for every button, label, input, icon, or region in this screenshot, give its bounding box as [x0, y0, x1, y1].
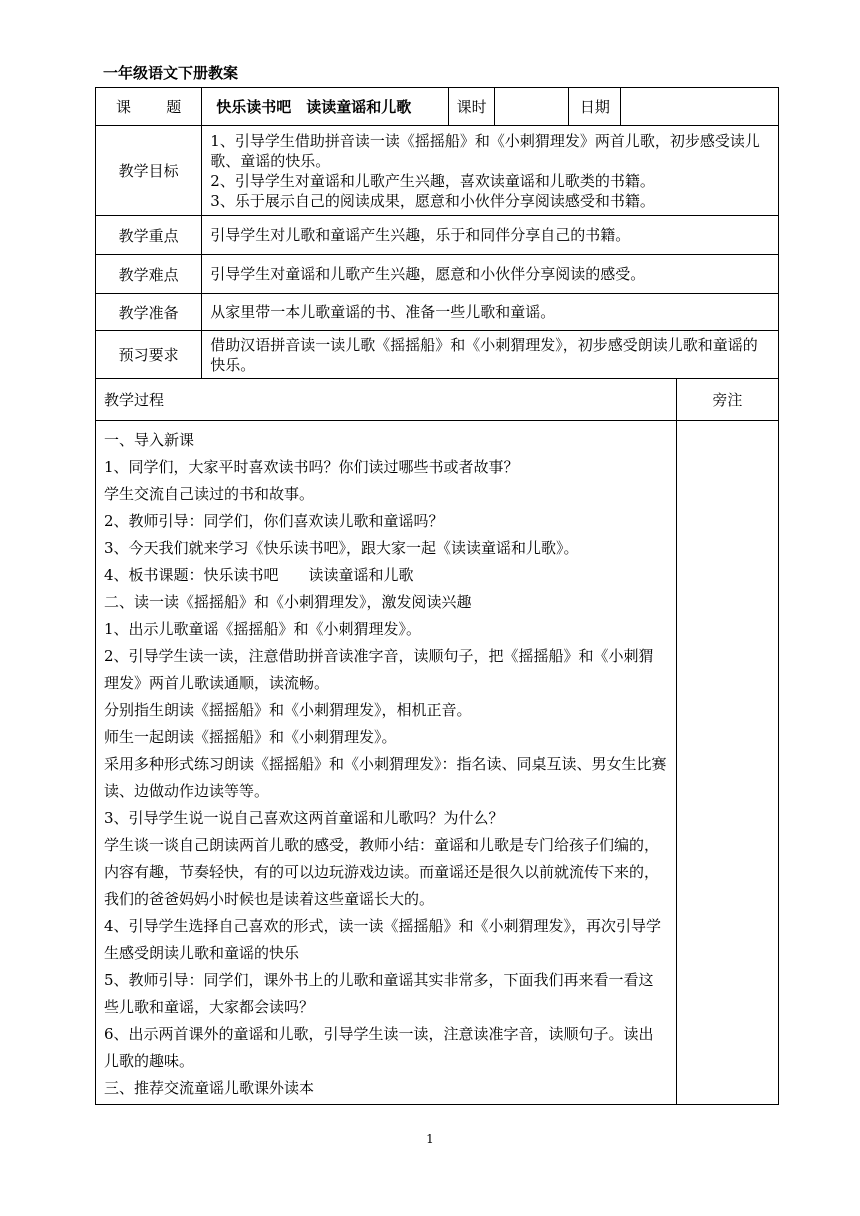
header-row: [96, 88, 779, 126]
objective-line: 3、乐于展示自己的阅读成果，愿意和小伙伴分享阅读感受和书籍。: [210, 191, 655, 210]
process-line: 学生谈一谈自己朗读两首儿歌的感受，教师小结：童谣和儿歌是专门给孩子们编的，内容有趣，节奏轻快，有的可以边玩游戏边读。而童谣还是很久以前就流传下来的，我们的爸爸妈妈小时候也是读着这些童谣长大的。: [104, 836, 660, 908]
process-line: 4、引导学生选择自己喜欢的形式，读一读《摇摇船》和《小刺猬理发》，再次引导学生感受朗读儿歌和童谣的快乐: [104, 917, 662, 962]
row-difficulties: [96, 255, 779, 294]
process-content: [96, 421, 677, 1105]
process-label: 教学过程: [96, 379, 677, 421]
objective-line: 2、引导学生对童谣和儿歌产生兴趣，喜欢读童谣和儿歌类的书籍。: [210, 171, 655, 190]
process-line: 分别指生朗读《摇摇船》和《小刺猬理发》，相机正音。: [104, 701, 472, 719]
preparation-text: 从家里带一本儿歌童谣的书、准备一些儿歌和童谣。: [202, 294, 779, 331]
objectives-label: 教学目标: [96, 126, 202, 216]
row-key-points: [96, 216, 779, 255]
process-line: 3、今天我们就来学习《快乐读书吧》，跟大家一起《读读童谣和儿歌》。: [104, 539, 579, 557]
process-line: 5、教师引导：同学们，课外书上的儿歌和童谣其实非常多，下面我们再来看一看这些儿歌和童谣，大家都会读吗？: [104, 971, 654, 1016]
process-line: 三、推荐交流童谣儿歌课外读本: [104, 1079, 315, 1097]
process-line: 学生交流自己读过的书和故事。: [104, 485, 315, 503]
topic-value: 快乐读书吧 读读童谣和儿歌: [202, 88, 449, 126]
process-body-row: [96, 421, 779, 1105]
process-line: 2、引导学生读一读，注意借助拼音读准字音，读顺句子，把《摇摇船》和《小刺猬理发》两首儿歌读通顺，读流畅。: [104, 647, 654, 692]
lesson-plan-table: [95, 87, 779, 1105]
process-line: 3、引导学生说一说自己喜欢这两首童谣和儿歌吗？为什么？: [104, 809, 504, 827]
process-header-row: [96, 379, 779, 421]
objective-line: 1、引导学生借助拼音读一读《摇摇船》和《小刺猬理发》两首儿歌，初步感受读儿歌、童谣的快乐。: [210, 131, 760, 170]
date-value: [621, 88, 779, 126]
process-line: 一、导入新课: [104, 431, 195, 449]
side-notes-cell: [676, 421, 778, 1105]
document-title: 一年级语文下册教案: [103, 64, 239, 82]
hours-label: 课时: [449, 88, 495, 126]
difficulties-label: 教学难点: [96, 255, 202, 294]
process-line: 师生一起朗读《摇摇船》和《小刺猬理发》。: [104, 728, 397, 746]
row-preview: [96, 331, 779, 379]
row-objectives: [96, 126, 779, 216]
side-notes-label: 旁注: [676, 379, 778, 421]
preparation-label: 教学准备: [96, 294, 202, 331]
process-line: 4、板书课题：快乐读书吧 读读童谣和儿歌: [104, 566, 414, 584]
process-line: 6、出示两首课外的童谣和儿歌，引导学生读一读，注意读准字音，读顺句子。读出儿歌的趣味。: [104, 1025, 654, 1070]
process-line: 二、读一读《摇摇船》和《小刺猬理发》，激发阅读兴趣: [104, 593, 472, 611]
difficulties-text: 引导学生对童谣和儿歌产生兴趣，愿意和小伙伴分享阅读的感受。: [202, 255, 779, 294]
key-points-text: 引导学生对儿歌和童谣产生兴趣，乐于和同伴分享自己的书籍。: [202, 216, 779, 255]
objectives-text: [202, 126, 779, 216]
process-line: 采用多种形式练习朗读《摇摇船》和《小刺猬理发》：指名读、同桌互读、男女生比赛读、边做动作边读等等。: [104, 755, 667, 800]
key-points-label: 教学重点: [96, 216, 202, 255]
topic-label: 课 题: [96, 88, 202, 126]
preview-label: 预习要求: [96, 331, 202, 379]
row-preparation: [96, 294, 779, 331]
date-label: 日期: [569, 88, 621, 126]
preview-text: 借助汉语拼音读一读儿歌《摇摇船》和《小刺猬理发》，初步感受朗读儿歌和童谣的快乐。: [202, 331, 779, 379]
process-line: 2、教师引导：同学们，你们喜欢读儿歌和童谣吗？: [104, 512, 444, 530]
process-line: 1、同学们，大家平时喜欢读书吗？你们读过哪些书或者故事？: [104, 458, 519, 476]
page-number: 1: [426, 1132, 434, 1146]
process-line: 1、出示儿歌童谣《摇摇船》和《小刺猬理发》。: [104, 620, 422, 638]
hours-value: [495, 88, 569, 126]
